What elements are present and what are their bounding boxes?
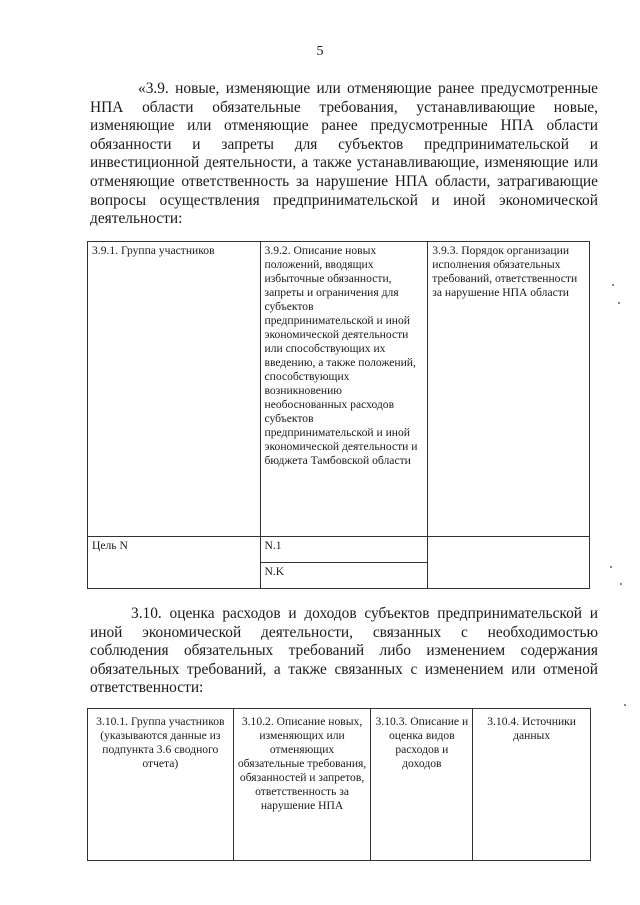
header-cell-procedure: 3.9.3. Порядок организации исполнения обязательных требований, ответственности за нарушение НПА области [428,242,590,537]
scan-mark [620,583,622,585]
row-cell: N.K [260,563,428,589]
goal-cell: Цель N [88,537,261,589]
header-cell-participants: 3.10.1. Группа участников (указываются данные из подпункта 3.6 сводного отчета) [88,709,234,861]
table-header-row [88,242,590,537]
scan-mark [618,302,620,304]
row-cell: N.1 [260,537,428,563]
table-3-10 [87,708,591,861]
scan-mark [612,284,614,286]
header-cell-participants: 3.9.1. Группа участников [88,242,261,537]
table-header-row [88,709,591,861]
table-row [88,537,590,563]
page-number: 5 [316,44,324,59]
scan-mark [624,704,626,706]
header-cell-description: 3.9.2. Описание новых положений, вводящих избыточные обязанности, запреты и ограничения для субъектов предпринимательской и иной экономической деятельности или способствующих их введению, а также положений, способствующих возникновению необоснованных расходов субъектов предпринимательской и иной экономической деятельности и бюджета Тамбовской области [260,242,428,537]
header-cell-costs: 3.10.3. Описание и оценка видов расходов и доходов [371,709,473,861]
scan-mark [610,566,612,568]
header-cell-sources: 3.10.4. Источники данных [473,709,591,861]
table-3-9 [87,241,590,589]
section-3-10-text: 3.10. оценка расходов и доходов субъектов предпринимательской и иной экономической деятельности, связанных с необходимостью соблюдения обязательных требований либо изменением содержания обязательных требований, а также связанных с изменением или отменой ответственности: [90,605,598,697]
empty-cell [428,537,590,589]
section-3-9-text: «3.9. новые, изменяющие или отменяющие ранее предусмотренные НПА области обязательные требования, устанавливающие новые, изменяющие или отменяющие ранее предусмотренные НПА области обязанности и запреты для субъектов предпринимательской и инвестиционной деятельности, а также устанавливающие, изменяющие или отменяющие ответственность за нарушение НПА области, затрагивающие вопросы осуществления предпринимательской и иной экономической деятельности: [90,80,598,228]
header-cell-description: 3.10.2. Описание новых, изменяющих или отменяющих обязательные требования, обязанностей и запретов, ответственность за нарушение НПА [233,709,371,861]
